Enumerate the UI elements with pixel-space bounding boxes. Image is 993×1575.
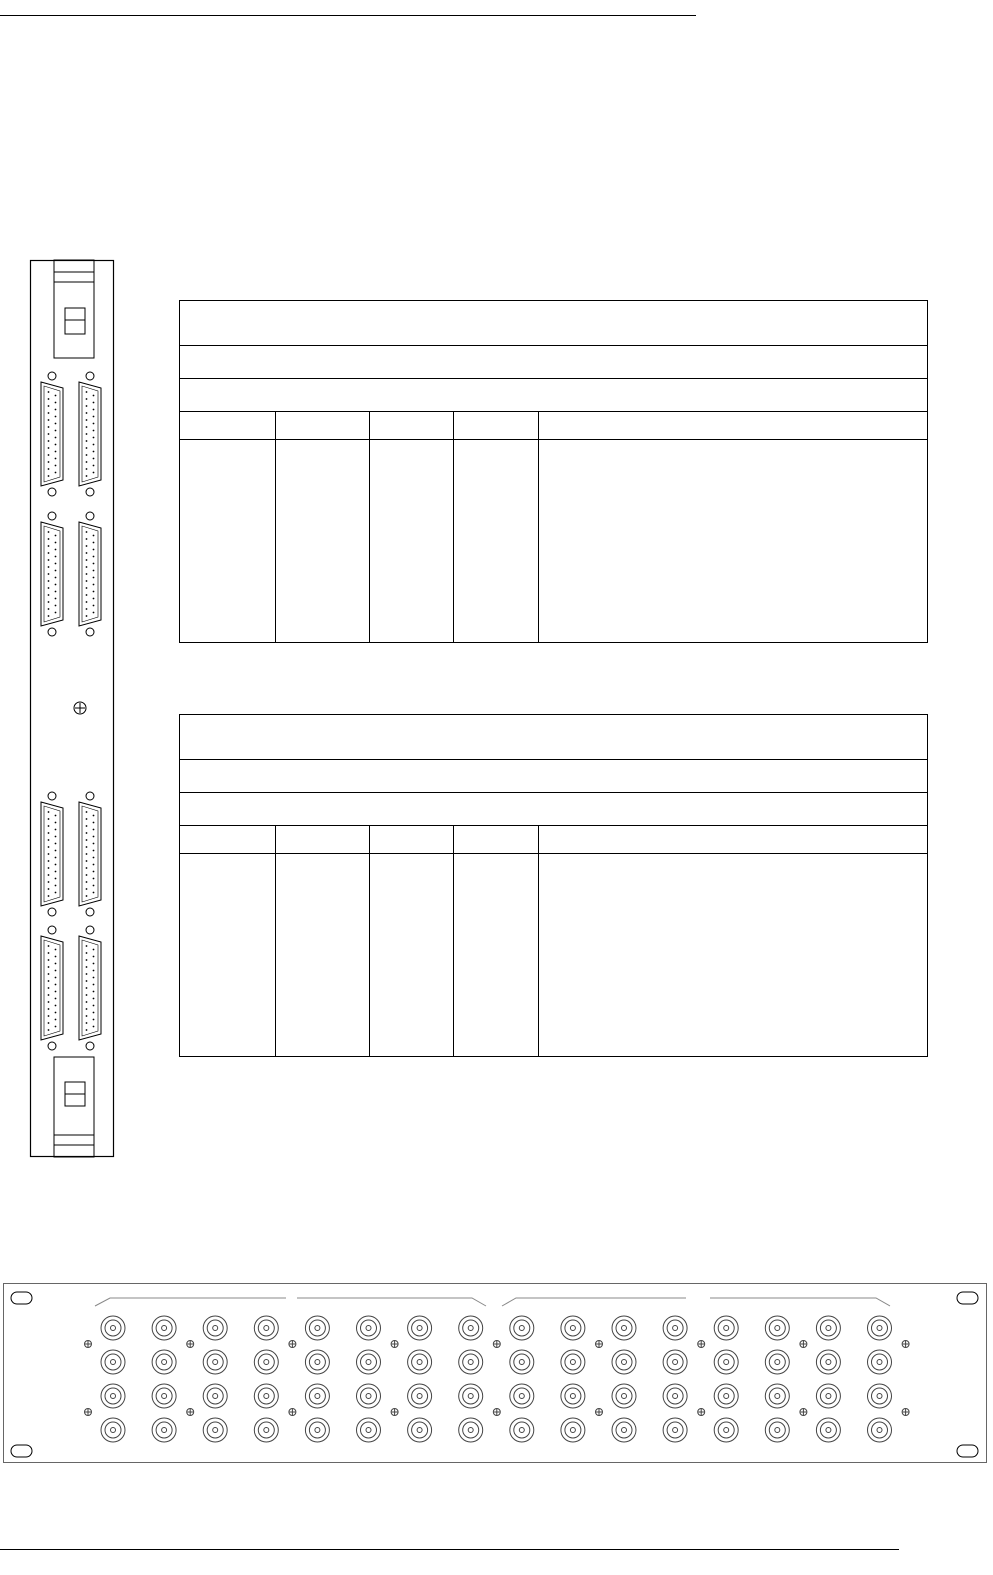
bnc-connector-icon[interactable]	[408, 1350, 432, 1374]
table-cell	[370, 440, 454, 643]
table-cell	[180, 440, 276, 643]
panel-screw-icon	[493, 1341, 500, 1348]
bnc-connector-icon[interactable]	[612, 1350, 636, 1374]
bnc-connector-icon[interactable]	[561, 1316, 585, 1340]
column-header	[370, 826, 454, 854]
table-cell	[539, 440, 928, 643]
d-sub-connector[interactable]	[41, 926, 63, 1050]
panel-screw-icon	[800, 1409, 807, 1416]
bnc-connector-icon[interactable]	[203, 1316, 227, 1340]
panel-screw-icon	[698, 1409, 705, 1416]
rack-mount-hole	[11, 1292, 32, 1304]
bnc-connector-icon[interactable]	[561, 1384, 585, 1408]
bnc-connector-icon[interactable]	[152, 1418, 176, 1442]
bnc-connector-icon[interactable]	[612, 1384, 636, 1408]
panel-screw-icon	[391, 1409, 398, 1416]
bnc-connector-icon[interactable]	[561, 1418, 585, 1442]
bnc-connector-icon[interactable]	[868, 1316, 892, 1340]
bnc-connector-icon[interactable]	[408, 1384, 432, 1408]
column-header	[454, 412, 539, 440]
bnc-connector-icon[interactable]	[152, 1350, 176, 1374]
d-sub-connector[interactable]	[79, 926, 101, 1050]
bnc-connector-icon[interactable]	[357, 1350, 381, 1374]
d-sub-connector[interactable]	[41, 512, 63, 636]
column-header	[180, 412, 276, 440]
bnc-connector-icon[interactable]	[868, 1418, 892, 1442]
bnc-connector-icon[interactable]	[510, 1418, 534, 1442]
panel-screw-icon	[698, 1341, 705, 1348]
bnc-connector-icon[interactable]	[459, 1384, 483, 1408]
bnc-connector-icon[interactable]	[101, 1418, 125, 1442]
table-cell	[454, 854, 539, 1057]
bnc-connector-icon[interactable]	[765, 1384, 789, 1408]
bnc-connector-icon[interactable]	[203, 1418, 227, 1442]
pinout-table-2	[179, 714, 928, 1057]
panel-screw-icon	[187, 1409, 194, 1416]
footer-rule	[0, 1549, 899, 1550]
bnc-connector-icon[interactable]	[254, 1384, 278, 1408]
bnc-connector-icon[interactable]	[305, 1418, 329, 1442]
bnc-connector-icon[interactable]	[101, 1316, 125, 1340]
bnc-connector-icon[interactable]	[408, 1316, 432, 1340]
bnc-connector-icon[interactable]	[357, 1384, 381, 1408]
bnc-connector-icon[interactable]	[612, 1418, 636, 1442]
bnc-connector-icon[interactable]	[305, 1384, 329, 1408]
bnc-connector-icon[interactable]	[254, 1316, 278, 1340]
bnc-connector-icon[interactable]	[101, 1350, 125, 1374]
table-subtitle	[180, 379, 928, 412]
bnc-connector-icon[interactable]	[663, 1316, 687, 1340]
bnc-connector-icon[interactable]	[357, 1316, 381, 1340]
panel-screw-icon	[85, 1409, 92, 1416]
bnc-connector-icon[interactable]	[663, 1384, 687, 1408]
d-sub-connector[interactable]	[79, 372, 101, 496]
bnc-connector-icon[interactable]	[510, 1316, 534, 1340]
panel-screw-icon	[800, 1341, 807, 1348]
bnc-connector-icon[interactable]	[868, 1350, 892, 1374]
table-cell	[276, 440, 370, 643]
bnc-connector-icon[interactable]	[765, 1350, 789, 1374]
table-title	[180, 301, 928, 346]
panel-screw-icon	[85, 1341, 92, 1348]
column-header	[276, 826, 370, 854]
bnc-connector-icon[interactable]	[254, 1418, 278, 1442]
column-header	[276, 412, 370, 440]
bnc-connector-icon[interactable]	[714, 1418, 738, 1442]
table-subtitle	[180, 793, 928, 826]
bnc-connector-icon[interactable]	[203, 1350, 227, 1374]
center-screw-icon	[74, 702, 86, 714]
bnc-connector-icon[interactable]	[816, 1384, 840, 1408]
group-bracket	[95, 1298, 890, 1306]
top-ejector-handle[interactable]	[54, 260, 94, 358]
bnc-connector-icon[interactable]	[510, 1384, 534, 1408]
bnc-connector-icon[interactable]	[765, 1418, 789, 1442]
bnc-connector-icon[interactable]	[357, 1418, 381, 1442]
card-front-panel	[30, 260, 114, 1157]
bnc-connector-icon[interactable]	[612, 1316, 636, 1340]
panel-screw-icon	[391, 1341, 398, 1348]
table-cell	[539, 854, 928, 1057]
rack-mount-hole	[957, 1292, 978, 1304]
panel-screw-icon	[187, 1341, 194, 1348]
bnc-connector-icon[interactable]	[816, 1350, 840, 1374]
bnc-connector-icon[interactable]	[254, 1350, 278, 1374]
table-cell	[180, 854, 276, 1057]
bnc-connector-icon[interactable]	[459, 1350, 483, 1374]
table-cell	[454, 440, 539, 643]
bnc-connector-icon[interactable]	[561, 1350, 585, 1374]
bnc-connector-icon[interactable]	[305, 1316, 329, 1340]
bnc-connector-icon[interactable]	[459, 1418, 483, 1442]
bnc-connector-icon[interactable]	[663, 1418, 687, 1442]
table-title	[180, 715, 928, 760]
panel-screw-icon	[289, 1409, 296, 1416]
bottom-ejector-handle[interactable]	[54, 1057, 94, 1157]
panel-screw-icon	[596, 1341, 603, 1348]
bnc-connector-icon[interactable]	[305, 1350, 329, 1374]
column-header	[370, 412, 454, 440]
rack-mount-hole	[957, 1445, 978, 1457]
panel-screw-icon	[902, 1409, 909, 1416]
d-sub-connector[interactable]	[41, 372, 63, 496]
column-header	[454, 826, 539, 854]
bnc-connector-icon[interactable]	[152, 1316, 176, 1340]
rack-mount-hole	[11, 1445, 32, 1457]
bnc-connector-icon[interactable]	[203, 1384, 227, 1408]
d-sub-connector[interactable]	[79, 792, 101, 916]
panel-screw-icon	[596, 1409, 603, 1416]
header-rule	[0, 15, 696, 16]
bnc-connector-icon[interactable]	[663, 1350, 687, 1374]
bnc-connector-icon[interactable]	[714, 1316, 738, 1340]
bnc-connector-icon[interactable]	[714, 1350, 738, 1374]
column-header	[539, 412, 928, 440]
bnc-connector-icon[interactable]	[510, 1350, 534, 1374]
table-cell	[370, 854, 454, 1057]
panel-screw-icon	[493, 1409, 500, 1416]
d-sub-connector[interactable]	[41, 792, 63, 916]
bnc-connector-icon[interactable]	[868, 1384, 892, 1408]
table-subtitle	[180, 760, 928, 793]
bnc-connector-icon[interactable]	[714, 1384, 738, 1408]
bnc-connector-icon[interactable]	[408, 1418, 432, 1442]
rear-rack-panel	[0, 1280, 993, 1470]
table-subtitle	[180, 346, 928, 379]
column-header	[539, 826, 928, 854]
bnc-connector-icon[interactable]	[101, 1384, 125, 1408]
bnc-connector-icon[interactable]	[765, 1316, 789, 1340]
table-cell	[276, 854, 370, 1057]
pinout-table-1	[179, 300, 928, 643]
panel-screw-icon	[902, 1341, 909, 1348]
bnc-connector-icon[interactable]	[816, 1418, 840, 1442]
panel-screw-icon	[289, 1341, 296, 1348]
bnc-connector-icon[interactable]	[152, 1384, 176, 1408]
d-sub-connector[interactable]	[79, 512, 101, 636]
bnc-connector-icon[interactable]	[459, 1316, 483, 1340]
column-header	[180, 826, 276, 854]
bnc-connector-icon[interactable]	[816, 1316, 840, 1340]
